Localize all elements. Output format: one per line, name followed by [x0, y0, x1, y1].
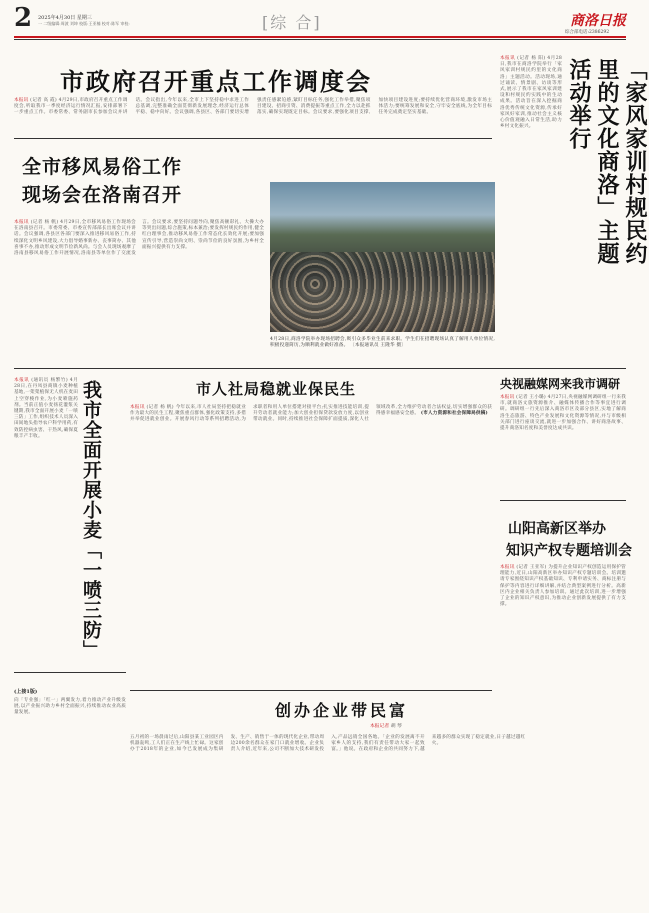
photo-crowd [270, 252, 495, 332]
a7-body-2 [14, 698, 126, 903]
a8-byline-names: 胡 琴 [390, 724, 402, 729]
editors-line: 一 二级编辑:周波 刘坤 校版:王亚楠 校对:陈军 审校: [38, 21, 130, 26]
a5-byline-names: (记者 王亚军) [516, 565, 547, 570]
a5-headline-line2: 知识产权专题培训会 [506, 543, 632, 559]
a7-byline-label: 本报讯 [14, 378, 30, 383]
photo-caption-text: 4月28日,商洛学院举办现场招聘会,吸引众多毕业生前来求职。学生们在招聘现场认真了解用人单位情况,积极投递简历,为顺利就业做好准备。 [270, 337, 495, 349]
a6-paragraph: 今年以来,市人社局坚持把稳就业作为最大的民生工程,聚焦重点群体,强化政策支持,多措并举促进就业创业。开展春风行动等系列招聘活动,为求职者和用人单位搭建对接平台;扎实推进技能培训,提升劳动者就业能力;加大创业担保贷款发放力度,以创业带动就业。同时,持续推进社会保障扩面提质,深化人社领域改革,全力维护劳动者合法权益,切实增强群众的获得感幸福感安全感。 [130, 405, 492, 423]
a1-byline-label: 本报讯 [14, 98, 29, 103]
a7-byline-names: (通讯员 杨繁竹) [31, 378, 68, 383]
date-line: 2025年4月30日 星期三 [38, 15, 92, 21]
a3-headline-box [565, 58, 648, 278]
a3-byline-names: (记者 杨 阳) [517, 56, 546, 61]
a3-byline-label: 本报讯 [500, 56, 516, 61]
photo-credit: 〔本报通讯员 王隆华 摄〕 [350, 343, 407, 349]
a6-byline-label: 本报讯 [130, 405, 145, 410]
a5-headline-line1: 山阳高新区举办 [508, 521, 606, 537]
a8-body [130, 735, 626, 905]
a2-paragraph: 4月29日,全市移风易俗工作现场会在洛南县召开。市委常委、市委宣传部部长出席会议并讲话。会议强调,各县区各部门要深入推进移风易俗工作,持续深化文明乡风建设,大力倡导婚事新办、丧事简办、其他喜事不办,推动形成文明节俭新风尚。与会人员现场观摩了洛南县移风易俗工作开展情况,洛南县等单位作了交流发言。会议要求,要坚持问题导向,聚焦高额彩礼、大操大办等突出问题,综合施策,标本兼治;要发挥村规民约作用,健全红白理事会,推动移风易俗工作常态化长效化开展;要加强宣传引导,营造崇尚文明、崇尚节俭的良好氛围,为乡村全面振兴提供有力支撑。 [14, 220, 264, 257]
a2-headline-line1: 全市移风易俗工作 [22, 156, 183, 178]
a8-paragraph: 五月初的一场晨雨过后,山阳县某工业园区内机器轰鸣,工人们正在生产线上忙碌。这家创办于2018年的企业,如今已发展成为集研发、生产、销售于一体的现代化企业,带动周边200余名群众在家门口就业增收。企业负责人介绍,近年来,公司不断加大技术研发投入,产品远销全国各地。「企业的发展离不开家乡人的支持,我们有责任带动大家一起致富。」他说。在政府和企业的共同努力下,越来越多的群众实现了稳定就业,日子越过越红火。 [130, 735, 526, 753]
a1-byline-names: (记者 高 霞) [30, 98, 57, 103]
a4-byline-label: 本报讯 [500, 395, 515, 400]
a1-body [14, 98, 492, 130]
a7-headline-box [80, 380, 124, 670]
a4-paragraph: 4月27日,央视融媒网调研组一行来我市,就商洛文旅资源推介、融媒体传播合作等事宜进行调研。调研组一行先后深入商洛市区及部分县区,实地了解商洛生态旅游、特色产业发展和文化资源等情况,并与市级相关部门进行座谈交流,就进一步加强合作、讲好商洛故事、提升商洛知名度和美誉度达成共识。 [500, 395, 626, 432]
phone-line: 综合部电话:2386292 [565, 30, 610, 35]
a5-byline-label: 本报讯 [500, 565, 515, 570]
a8-headline: 创办企业带民富 [275, 701, 409, 720]
a3-paragraph: 4月28日,我市在商洛学院举行「家风家训村规民约里的文化商洛」主题活动。活动现场,通过诵读、情景剧、访谈等形式,展示了我市在家风家训建设和村规民约实践中的生动成果。活动旨在深入挖掘商洛优秀传统文化资源,传承好家风好家训,推动社会主义核心价值观融入日常生活,助力乡村文化振兴。 [500, 56, 562, 130]
a4-headline: 央视融媒网来我市调研 [500, 377, 621, 391]
paper-logo: 商洛日报 [570, 13, 626, 29]
a2-headline-line2: 现场会在洛南召开 [22, 184, 183, 206]
a3-body [500, 56, 562, 346]
a7-headline: 我市全面开展小麦「一喷三防」 [80, 380, 102, 660]
a5-paragraph: 为提升企业知识产权创造运用保护管理能力,近日,山阳高新区举办知识产权专题培训会。培训邀请专家围绕知识产权基础知识、专利申请实务、商标注册与保护等内容进行详细讲解,并结合典型案例进行分析。高新区内企业相关负责人参加培训。通过此次培训,进一步增强了企业的知识产权意识,为推动企业创新发展提供了有力支撑。 [500, 565, 626, 608]
a8-byline [370, 722, 402, 729]
divider [14, 368, 626, 369]
a2-byline-names: (记者 杨 帆) [30, 220, 59, 225]
masthead-rule [14, 36, 626, 38]
a3-headline: 「家风家训村规民约里的文化商洛」主题活动举行 [566, 58, 648, 265]
a5-body [500, 565, 626, 685]
a2-byline-label: 本报讯 [14, 220, 29, 225]
a7-paragraph: 4月28日,在丹凤县商镇小麦种植基地,一架架植保无人机在麦田上空穿梭作业,为小麦喷施药剂。当前正值小麦扬花灌浆关键期,我市全面开展小麦「一喷三防」工作,组织技术人员深入田间地头指导农户科学用药,有效防控病虫害、干热风,确保夏粮丰产丰收。 [14, 378, 78, 439]
a4-body [500, 395, 626, 493]
a4-byline-names: (记者 王小璐) [516, 395, 546, 400]
page-number: 2 [14, 3, 33, 33]
a6-body [130, 405, 492, 553]
a1-paragraph: 4月29日,市政府召开重点工作调度会,听取我市一季度经济运行情况汇报,安排部署下一步重点工作。市委常委、常务副市长参加会议并讲话。会议指出,今年以来,全市上下坚持稳中求进工作总基调,完整准确全面贯彻新发展理念,经济运行总体平稳、稳中向好。会议强调,各县区、各部门要切实增强责任感紧迫感,紧盯目标任务,强化工作举措,聚焦项目建设、招商引资、消费提振等重点工作,全力以赴抓落实,确保实现既定目标。会议要求,要强化项目支撑,加快项目建设进度;要持续优化营商环境,激发市场主体活力;要统筹发展和安全,守牢安全底线,为全年目标任务完成奠定坚实基础。 [14, 98, 492, 116]
a7-subhead: (上接1版) [14, 689, 38, 695]
section-name: 综 合 [270, 13, 314, 32]
a6-source: (市人力资源和社会保障局供稿) [420, 411, 488, 417]
divider [500, 500, 626, 501]
masthead-rule-thin [14, 39, 626, 40]
a7-paragraph-2: 向「专业强」「红一」两翼发力,着力推动产业升级发展,以产业振兴助力乡村全面振兴,持续推动农业高质量发展。 [14, 698, 126, 716]
news-photo [270, 182, 495, 332]
divider [130, 690, 492, 691]
divider [14, 138, 492, 139]
section-label: [综 合] [262, 13, 322, 32]
a7-body [14, 378, 78, 678]
a1-headline: 市政府召开重点工作调度会 [60, 67, 372, 96]
a6-headline: 市人社局稳就业保民生 [196, 380, 357, 398]
a2-body [14, 220, 264, 346]
photo-caption [270, 337, 495, 363]
a6-byline-names: (记者 杨 帆) [146, 405, 174, 410]
divider [14, 672, 126, 673]
a8-byline-label: 本报记者 [370, 724, 390, 729]
